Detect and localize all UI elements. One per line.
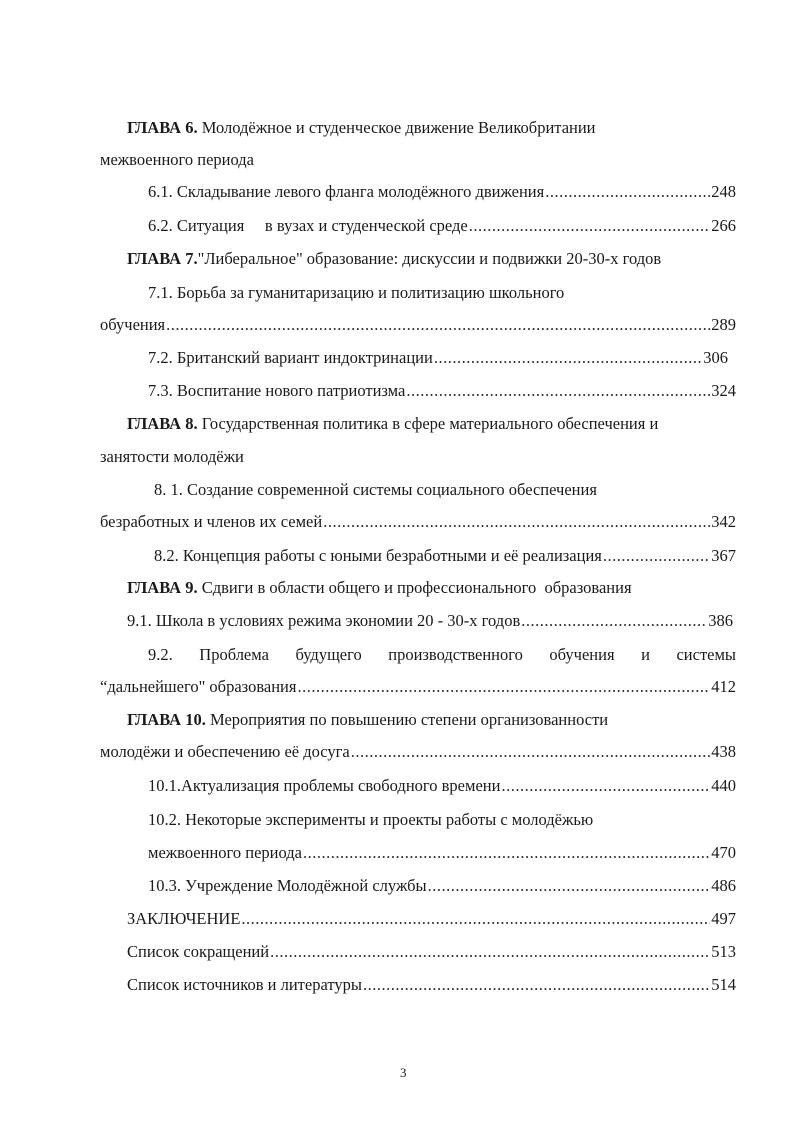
chapter-10-title-text: Мероприятия по повышению степени организованности xyxy=(205,710,609,729)
dot-leader xyxy=(363,975,710,995)
chapter-6-title-continued: межвоенного периода xyxy=(100,150,254,169)
toc-entry-7-2[interactable] xyxy=(148,348,728,368)
toc-entry-10-3[interactable] xyxy=(148,876,736,896)
dot-leader xyxy=(406,381,710,401)
toc-entry-6-2[interactable] xyxy=(148,216,736,236)
dot-leader xyxy=(351,742,711,762)
dot-leader xyxy=(545,182,710,202)
dot-leader xyxy=(297,677,710,697)
toc-entry-text: ЗАКЛЮЧЕНИЕ xyxy=(127,909,241,928)
toc-page-number: 248 xyxy=(711,182,736,201)
dot-leader xyxy=(469,216,711,236)
toc-page-number: 513 xyxy=(711,942,736,961)
chapter-8-title xyxy=(127,414,658,434)
toc-entry-text: 10.3. Учреждение Молодёжной службы xyxy=(148,876,427,895)
toc-entry-text: 7.2. Британский вариант индоктринации xyxy=(148,348,433,367)
toc-page-number: 470 xyxy=(711,843,736,862)
toc-page-number: 440 xyxy=(711,776,736,795)
chapter-10-title xyxy=(127,710,608,730)
chapter-6-label: ГЛАВА 6. xyxy=(127,118,198,137)
toc-entry-text: 6.2. Ситуация в вузах и студенческой среде xyxy=(148,216,468,235)
toc-entry-text: Список сокращений xyxy=(127,942,270,961)
toc-entry-text: молодёжи и обеспечению её досуга xyxy=(100,742,350,761)
chapter-8-title-text: Государственная политика в сфере материального обеспечения и xyxy=(197,414,659,433)
toc-entry-8-1-line1: 8. 1. Создание современной системы социального обеспечения xyxy=(154,480,597,499)
toc-entry-text: 6.1. Складывание левого фланга молодёжного движения xyxy=(148,182,545,201)
toc-entry-6-1[interactable] xyxy=(148,182,736,202)
toc-entry-text: безработных и членов их семей xyxy=(100,512,323,531)
chapter-8-label: ГЛАВА 8. xyxy=(127,414,198,433)
dot-leader xyxy=(521,611,707,631)
toc-entry-chapter-10[interactable] xyxy=(100,742,736,762)
toc-entry-text: Список источников и литературы xyxy=(127,975,362,994)
dot-leader xyxy=(501,776,710,796)
chapter-7-title-text: "Либеральное" образование: дискуссии и подвижки 20-30-х годов xyxy=(197,249,662,268)
dot-leader xyxy=(166,315,710,335)
toc-page-number: 514 xyxy=(711,975,736,994)
chapter-9-title xyxy=(127,578,632,598)
dot-leader xyxy=(241,909,710,929)
toc-page-number: 386 xyxy=(708,611,733,630)
toc-entry-7-1-line1: 7.1. Борьба за гуманитаризацию и политизацию школьного xyxy=(148,283,565,302)
toc-page-number: 324 xyxy=(711,381,736,400)
toc-entry-8-2[interactable] xyxy=(154,546,736,566)
toc-entry-8-1[interactable] xyxy=(100,512,736,532)
chapter-6-title-text: Молодёжное и студенческое движение Великобритании xyxy=(197,118,596,137)
page-number: 3 xyxy=(400,1065,407,1080)
toc-page-number: 486 xyxy=(711,876,736,895)
dot-leader xyxy=(428,876,711,896)
toc-page-number: 412 xyxy=(711,677,736,696)
chapter-7-title xyxy=(127,249,661,269)
toc-entry-9-1[interactable] xyxy=(127,611,733,631)
chapter-6-title xyxy=(127,118,596,138)
toc-entry-9-2-line1: 9.2. Проблема будущего производственного обучения и системы xyxy=(148,645,736,664)
dot-leader xyxy=(434,348,702,368)
toc-page-number: 497 xyxy=(711,909,736,928)
dot-leader xyxy=(270,942,710,962)
toc-page-number: 438 xyxy=(711,742,736,761)
toc-entry-10-1[interactable] xyxy=(148,776,736,796)
toc-entry-text: “дальнейшего" образования xyxy=(100,677,297,696)
chapter-9-title-text: Сдвиги в области общего и профессионального образования xyxy=(197,578,632,597)
toc-entry-text: обучения xyxy=(100,315,166,334)
toc-entry-text: 10.1.Актуализация проблемы свободного времени xyxy=(148,776,501,795)
toc-page-number: 342 xyxy=(711,512,736,531)
toc-page-number: 367 xyxy=(711,546,736,565)
chapter-10-label: ГЛАВА 10. xyxy=(127,710,206,729)
dot-leader xyxy=(603,546,710,566)
toc-entry-7-1[interactable] xyxy=(100,315,736,335)
toc-entry-abbreviations[interactable] xyxy=(127,942,736,962)
toc-entry-10-2[interactable] xyxy=(148,843,736,863)
toc-page-number: 289 xyxy=(711,315,736,334)
toc-entry-text: 7.3. Воспитание нового патриотизма xyxy=(148,381,406,400)
toc-entry-text: 8.2. Концепция работы с юными безработными и её реализация xyxy=(154,546,602,565)
toc-entry-text: 9.1. Школа в условиях режима экономии 20 - 30-х годов xyxy=(127,611,521,630)
toc-entry-sources[interactable] xyxy=(127,975,736,995)
toc-entry-text: межвоенного периода xyxy=(148,843,302,862)
toc-entry-7-3[interactable] xyxy=(148,381,736,401)
dot-leader xyxy=(303,843,710,863)
chapter-9-label: ГЛАВА 9. xyxy=(127,578,198,597)
chapter-7-label: ГЛАВА 7. xyxy=(127,249,198,268)
chapter-8-title-continued: занятости молодёжи xyxy=(100,447,244,466)
toc-entry-9-2[interactable] xyxy=(100,677,736,697)
toc-entry-conclusion[interactable] xyxy=(127,909,736,929)
dot-leader xyxy=(323,512,710,532)
toc-page-number: 266 xyxy=(711,216,736,235)
toc-entry-10-2-line1: 10.2. Некоторые эксперименты и проекты работы с молодёжью xyxy=(148,810,594,829)
toc-page-number: 306 xyxy=(703,348,728,367)
